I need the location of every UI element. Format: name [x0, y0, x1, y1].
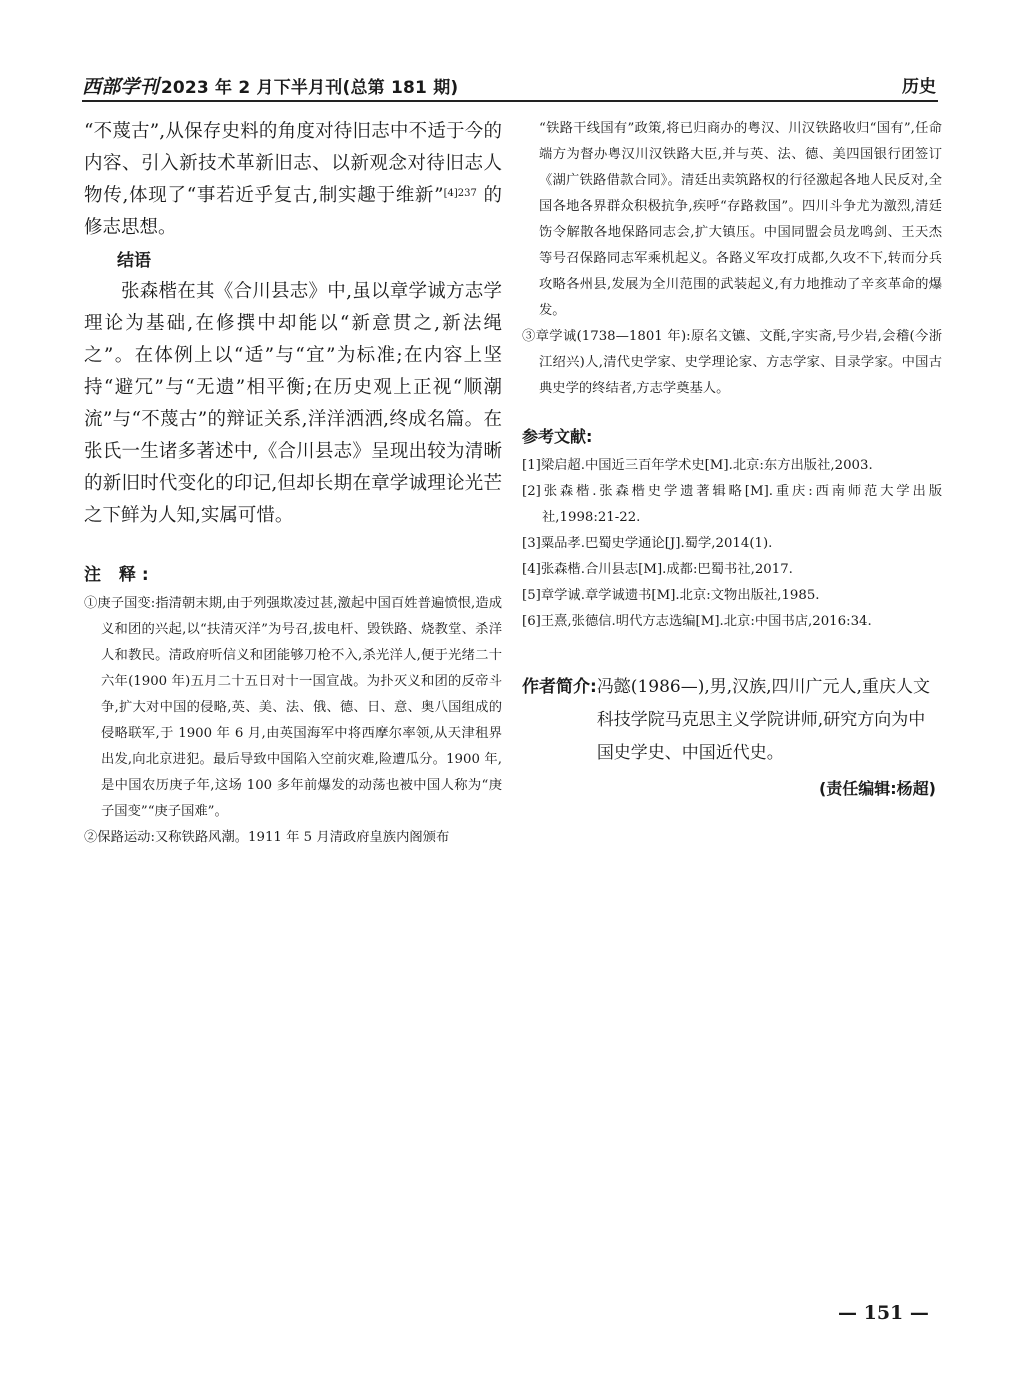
responsible-editor: (责任编辑:杨超): [818, 779, 936, 798]
reference-item: [4]张森楷.合川县志[M].成都:巴蜀书社,2017.: [522, 562, 793, 577]
references-title: 参考文献:: [522, 427, 593, 446]
body-paragraph-2: 张森楷在其《合川县志》中,虽以章学诚方志学理论为基础,在修撰中却能以“新意贯之,新法绳之”。在体例上以“适”与“宜”为标准;在内容上坚持“避冗”与“无遗”相平衡;在历史观上正视“顺潮流”与“不蔑古”的辩证关系,洋洋洒洒,终成名篇。在张氏一生诸多著述中,《合川县志》呈现出较为清晰的新旧时代变化的印记,但却长期在章学诚理论光芒之下鲜为人知,实属可惜。: [84, 281, 502, 526]
note-2: ②保路运动:又称铁路风潮。1911 年 5 月清政府皇族内阁颁布: [84, 830, 450, 845]
reference-item: [6]王熹,张德信.明代方志选编[M].北京:中国书店,2016:34.: [522, 614, 872, 629]
journal-issue: [82, 72, 458, 99]
reference-item: [3]粟品孝.巴蜀史学通论[J].蜀学,2014(1).: [522, 536, 773, 551]
note-2-continued: “铁路干线国有”政策,将已归商办的粤汉、川汉铁路收归“国有”,任命端方为督办粤汉川汉铁路大臣,并与英、法、德、美四国银行团签订《湖广铁路借款合同》。清廷出卖筑路权的行径激起各地人民反对,全国各地各界群众积极抗争,疾呼“存路救国”。四川斗争尤为激烈,清廷饬令解散各地保路同志会,扩大镇压。中国同盟会员龙鸣剑、王天杰等号召保路同志军乘机起义。各路义军攻打成都,久攻不下,转而分兵攻略各州县,发展为全川范围的武装起义,有力地推动了辛亥革命的爆发。: [539, 121, 942, 318]
author-bio-label: 作者简介:: [522, 677, 597, 697]
conclusion-heading: 结语: [117, 251, 151, 271]
section-name: 历史: [902, 77, 936, 97]
running-header: [82, 68, 938, 102]
paragraph-text-end: 的修志思想。: [84, 185, 502, 238]
note-3: ③章学诚(1738—1801 年):原名文镳、文酕,字实斋,号少岩,会稽(今浙江绍兴)人,清代史学家、史学理论家、方志学家、目录学家。中国古典史学的终结者,方志学奠基人。: [522, 329, 942, 396]
right-column: [522, 116, 942, 805]
left-column: [84, 116, 502, 851]
reference-item: [5]章学诚.章学诚遗书[M].北京:文物出版社,1985.: [522, 588, 820, 603]
notes-title: 注 释:: [84, 565, 155, 585]
journal-logo: 西部学刊: [82, 76, 159, 98]
citation: [4]237: [443, 188, 477, 199]
note-1: ①庚子国变:指清朝末期,由于列强欺凌过甚,激起中国百姓普遍愤恨,造成义和团的兴起,以“扶清灭洋”为号召,拔电杆、毁铁路、烧教堂、杀洋人和教民。清政府听信义和团能够刀枪不入,杀光洋人,便于光绪二十六年(1900 年)五月二十五日对十一国宣战。为扑灭义和团的反帝斗争,扩大对中国的侵略,英、美、法、俄、德、日、意、奥八国组成的侵略联军,于 1900 年 6 月,由英国海军中将西摩尔率领,从天津租界出发,向北京进犯。最后导致中国陷入空前灾难,险遭瓜分。1900 年,是中国农历庚子年,这场 100 多年前爆发的动荡也被中国人称为“庚子国变”“庚子国难”。: [84, 596, 502, 819]
body-paragraph-1: [84, 116, 502, 244]
author-bio-text: 冯懿(1986—),男,汉族,四川广元人,重庆人文科技学院马克思主义学院讲师,研究方向为中国史学史、中国近代史。: [596, 677, 930, 763]
reference-item: [1]梁启超.中国近三百年学术史[M].北京:东方出版社,2003.: [522, 458, 873, 473]
paragraph-text: “不蔑古”,从保存史料的角度对待旧志中不适于今的内容、引入新技术革新旧志、以新观念对待旧志人物传,体现了“事若近乎复古,制实趣于维新”: [84, 121, 502, 206]
reference-item: [2]张森楷.张森楷史学遗著辑略[M].重庆:西南师范大学出版社,1998:21-22.: [522, 484, 942, 525]
journal-issue-text: 2023 年 2 月下半月刊(总第 181 期): [160, 78, 459, 98]
page-number: — 151 —: [838, 1302, 929, 1324]
author-bio: [522, 671, 942, 805]
